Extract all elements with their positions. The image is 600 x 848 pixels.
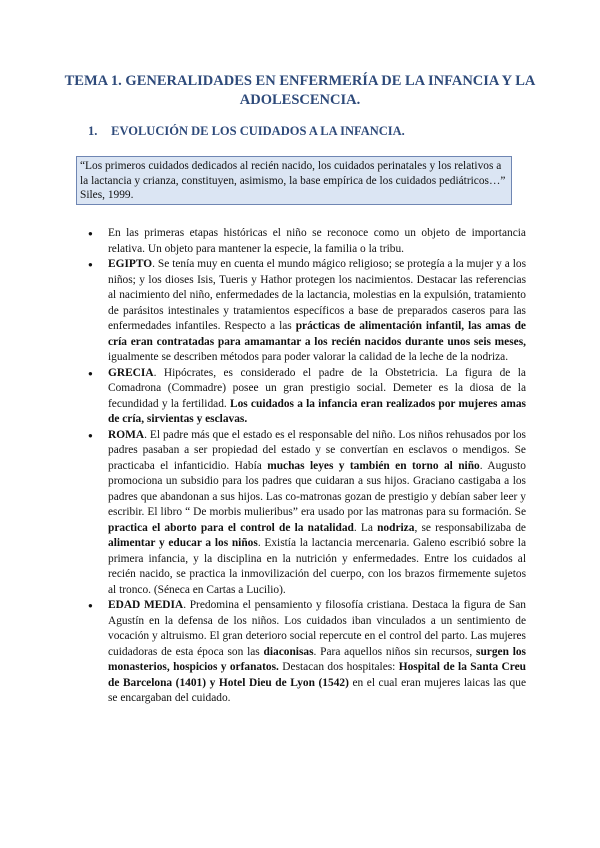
item-emphasis: Los cuidados a la infancia eran realizados por mujeres amas de cría, sirvientas y esclavas. <box>108 397 526 425</box>
item-emphasis: surgen los monasterios, hospicios y orfanatos. <box>108 645 526 673</box>
item-text: En las primeras etapas históricas el niño se reconoce como un objeto de importancia relativa. Un objeto para mantener la especie, la familia o la tribu. <box>108 227 526 255</box>
item-emphasis: Hospital de la Santa Creu de Barcelona (1401) y Hotel Dieu de Lyon (1542) <box>108 661 527 689</box>
item-text: . Augusto promociona un subsidio para los padres que cuidaran a sus hijos. Graciano castigaba a los padres que abandonan a sus hijos. Las co-matronas gozan de prestigio y debían saber leer y escribir. El libro “ De morbis mulieribus” era usado por las matronas para su formación. Se <box>108 459 526 518</box>
list-item <box>88 226 526 257</box>
list-item <box>88 366 526 428</box>
item-heading: ROMA <box>108 428 145 441</box>
item-emphasis: nodriza <box>377 521 415 534</box>
item-text: , se responsabilizaba de <box>414 521 526 534</box>
section-heading <box>88 124 405 139</box>
list-item <box>88 257 526 366</box>
item-text: Destacan dos hospitales: <box>278 661 399 673</box>
item-heading: EDAD MEDIA <box>108 599 184 611</box>
item-emphasis: muchas leyes y también en torno al niño <box>267 459 480 472</box>
item-emphasis: practica el aborto para el control de la natalidad <box>108 521 354 534</box>
item-text: . El padre más que el estado es el responsable del niño. Los niños rehusados por los padres pasaban a ser propiedad del estado y se convertían en esclavos o mendigos. Se practicaba el infanticidio. Había <box>108 428 526 472</box>
item-heading: EGIPTO <box>108 258 153 270</box>
list-item <box>88 428 526 599</box>
item-text: . Predomina el pensamiento y filosofía cristiana. Destaca la figura de San Agustín en la defensa de los niños. Los cuidados iban vinculados a un sentimiento de vocación y altruismo. El gran deterioro social repercute en el control del parto. Las mujeres cuidadoras de esta época son las <box>108 599 526 658</box>
section-heading-text: EVOLUCIÓN DE LOS CUIDADOS A LA INFANCIA. <box>111 124 405 138</box>
item-text: . Para aquellos niños sin recursos, <box>313 645 477 658</box>
item-heading: GRECIA <box>108 366 154 379</box>
quote-box: “Los primeros cuidados dedicados al recién nacido, los cuidados perinatales y los relativos a la lactancia y crianza, constituyen, asimismo, la base empírica de los cuidados pediátricos…” Siles, 1999. <box>76 156 512 205</box>
list-item <box>88 598 526 707</box>
item-emphasis: alimentar y educar a los niños <box>108 537 258 549</box>
item-emphasis: prácticas de alimentación infantil, las amas de cría eran contratadas para amamantar a los recién nacidos durante unos seis meses, <box>108 320 526 348</box>
item-text: . Se tenía muy en cuenta el mundo mágico religioso; se protegía a la mujer y a los niños; y los dioses Isis, Tueris y Hathor protegen los nacimientos. Destacar las referencias al nacimiento del niño, enfermedades de la lactancia, molestias en la expulsión, tratamiento de parásitos intestinales y tratamientos específicos a base de preparados caseros para las enfermedades infantiles. Respecto a las <box>108 258 526 332</box>
document-title: TEMA 1. GENERALIDADES EN ENFERMERÍA DE LA INFANCIA Y LA ADOLESCENCIA. <box>64 73 536 108</box>
item-text: . La <box>353 521 378 534</box>
item-text: igualmente se describen métodos para poder valorar la calidad de la leche de la nodriza. <box>108 351 509 363</box>
bullet-list <box>88 226 526 707</box>
item-text: . Hipócrates, es considerado el padre de la Obstetricia. La figura de la Comadrona (Commadre) posee un gran prestigio social. Demeter es la diosa de la fecundidad y la fertilidad. <box>108 366 526 410</box>
item-text: . Existía la lactancia mercenaria. Galeno escribió sobre la primera infancia, y la disciplina en la nutrición y enfermedades. Entre los cuidados al recién nacido, se practica la inmovilización del cuerpo, con los brazos firmemente sujetos al tronco. (Séneca en Cartas a Lucilio). <box>108 537 527 596</box>
section-number: 1. <box>88 124 98 138</box>
item-emphasis: diaconisas <box>263 645 314 658</box>
item-text: en el cual eran mujeres laicas las que se encargaban del cuidado. <box>108 676 526 704</box>
